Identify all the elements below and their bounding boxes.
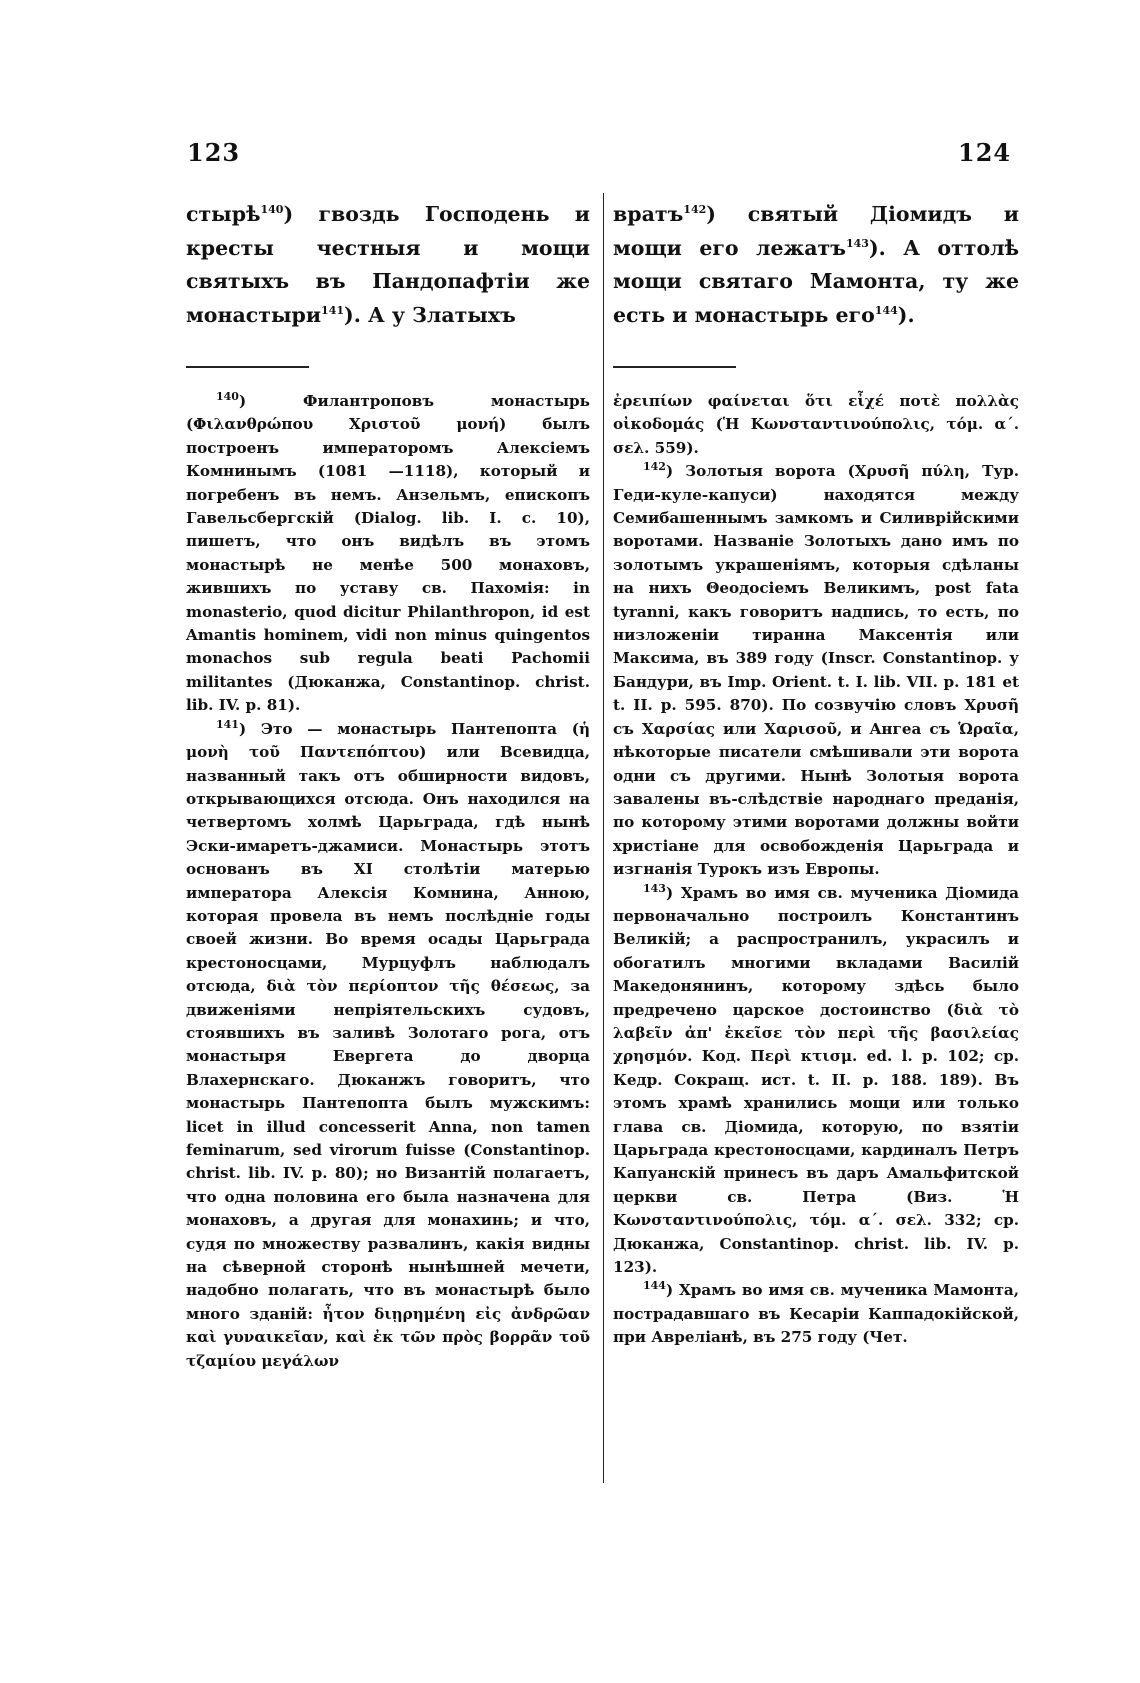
footnote-ref[interactable]: 142 <box>683 203 707 217</box>
page-number-right: 124 <box>958 138 1012 167</box>
footnote-140 <box>186 390 590 718</box>
column-divider <box>603 193 604 1483</box>
footnote-number: 144 <box>643 1279 666 1293</box>
footnote-144 <box>613 1279 1019 1349</box>
main-text-left <box>186 198 590 332</box>
footnote-ref[interactable]: 140 <box>260 203 284 217</box>
main-text-segment: ). А оттолѣ мощи святаго Мамонта, ту же есть и монастырь его <box>613 235 1019 327</box>
footnote-separator <box>613 366 736 368</box>
footnote-ref[interactable]: 144 <box>874 303 898 317</box>
footnote-number: 141 <box>216 717 239 731</box>
footnote-143 <box>613 882 1019 1280</box>
footnote-142 <box>613 460 1019 881</box>
main-text-segment: вратъ <box>613 202 684 226</box>
main-text-segment: ). А у Златыхъ <box>344 302 516 327</box>
right-column <box>613 198 1019 1350</box>
main-text-segment: ) святый Діомидъ и мощи его лежатъ <box>613 202 1019 260</box>
footnote-number: 140 <box>216 389 239 403</box>
footnote-text: ) Храмъ во имя св. мученика Діомида первоначально построилъ Константинъ Великій; а распространилъ, украсилъ и обогатилъ многими вкладами Василій Македонянинъ, которому здѣсь было предречено царское достоинство (διὰ τὸ λαβεῖν ἀπ' ἐκεῖσε τὸν περὶ τῆς βασιλείας χρησμόν. Код. Περὶ κτισμ. ed. l. p. 102; ср. Кедр. Сокращ. ист. t. II. p. 188. 189). Въ этомъ храмѣ хранились мощи или только глава св. Діомида, которую, по взятіи Царьграда крестоносцами, кардиналъ Петръ Капуанскій принесъ въ даръ Амальфитской церкви св. Петра (Виз. Ἡ Κωνσταντινούπολις, τόμ. α΄. σελ. 332; ср. Дюканжа, Constantinop. christ. lib. IV. p. 123). <box>613 883 1019 1277</box>
footnote-number: 143 <box>643 881 666 895</box>
footnote-separator <box>186 366 309 368</box>
page-number-left: 123 <box>187 138 241 167</box>
footnote-141-continued <box>613 390 1019 460</box>
footnote-text: ) Золотыя ворота (Χρυσῆ πύλη, Тур. Геди-куле-капуси) находятся между Семибашеннымъ замкомъ и Силиврійскими воротами. Названіе Золотыхъ дано имъ по золотымъ украшеніямъ, которыя сдѣланы на нихъ Θеодосіемъ Великимъ, post fata tyranni, какъ говоритъ надпись, то есть, по низложеніи тиранна Максентія или Максима, въ 389 году (Inscr. Constantinop. у Бандури, въ Imp. Orient. t. I. lib. VII. p. 181 et t. II. p. 595. 870). По созвучію словъ Χρυσῆ съ Χαρσίας или Χαρισοῦ, и Αнгеа съ Ὡραῖα, нѣкоторые писатели смѣшивали эти ворота одни съ другими. Нынѣ Золотыя ворота завалены въ-слѣдствіе народнаго преданія, по которому этими воротами должны войти христіане для освобожденія Царьграда и изгнанія Турокъ изъ Европы. <box>613 462 1019 879</box>
main-text-segment: стырѣ <box>186 202 261 226</box>
footnote-ref[interactable]: 141 <box>321 303 345 317</box>
main-text-segment: ). <box>897 302 915 327</box>
main-text-right <box>613 198 1019 332</box>
footnote-text: ) Филантроповъ монастырь (Φιλανθρώπου Χριστοῦ μονή) былъ построенъ императоромъ Алексіемъ Комнинымъ (1081 —1118), который и погребенъ въ немъ. Анзельмъ, епископъ Гавельсбергскій (Dialog. lib. I. c. 10), пишетъ, что онъ видѣлъ въ этомъ монастырѣ не менѣе 500 монаховъ, жившихъ по уставу св. Пахомія: in monasterio, quod dicitur Philanthropon, id est Amantis hominem, vidi non minus quingentos monachos sub regula beati Pachomii militantes (Дюканжа, Constantinop. christ. lib. IV. p. 81). <box>186 392 590 715</box>
footnote-ref[interactable]: 143 <box>845 236 869 250</box>
footnote-141 <box>186 718 590 1373</box>
footnote-text: ἐρειπίων φαίνεται ὅτι εἶχέ ποτὲ πολλὰς οἰκοδομάς (Ἡ Κωνσταντινούπολις, τόμ. α΄. σελ. 559). <box>613 392 1019 457</box>
footnote-number: 142 <box>643 460 666 474</box>
footnote-text: ) Храмъ во имя св. мученика Мамонта, пострадавшаго въ Кесаріи Каппадокійской, при Авреліанѣ, въ 275 году (Чет. <box>613 1281 1019 1347</box>
footnote-text: ) Это — монастырь Пантепопта (ἡ μονὴ τοῦ Παντεπόπτου) или Всевидца, названный такъ отъ обширности видовъ, открывающихся отсюда. Онъ находился на четвертомъ холмѣ Царьграда, гдѣ нынѣ Эски-имаретъ-джамиси. Монастырь этотъ основанъ въ XI столѣтіи матерью императора Алексія Комнина, Анною, которая провела въ немъ послѣдніе годы своей жизни. Во время осады Царьграда крестоносцами, Мурцуфлъ наблюдалъ отсюда, διὰ τὸν περίοπτον τῆς θέσεως, за движеніями непріятельскихъ судовъ, стоявшихъ въ заливѣ Золотаго рога, отъ монастыря Евергета до дворца Влахернскаго. Дюканжъ говоритъ, что монастырь Пантепопта былъ мужскимъ: licet in illud concesserit Anna, non tamen feminarum, sed virorum fuisse (Constantinop. christ. lib. IV. p. 80); но Византій полагаетъ, что одна половина его была назначена для монаховъ, а другая для монахинь; и что, судя по множеству развалинъ, какія видны на сѣверной сторонѣ нынѣшней мечети, надобно полагать, что въ монастырѣ было много зданій: ἦτον διῃρημένη εἰς ἀνδρῶαν καὶ γυναικεῖαν, καὶ ἐκ τῶν πρὸς βορρᾶν τοῦ τζαμίου μεγάλων <box>186 719 590 1370</box>
main-text-segment: ) гвоздь Господень и кресты честныя и мощи святыхъ въ Пандопафтіи же монастыри <box>186 202 590 327</box>
left-column <box>186 198 590 1373</box>
